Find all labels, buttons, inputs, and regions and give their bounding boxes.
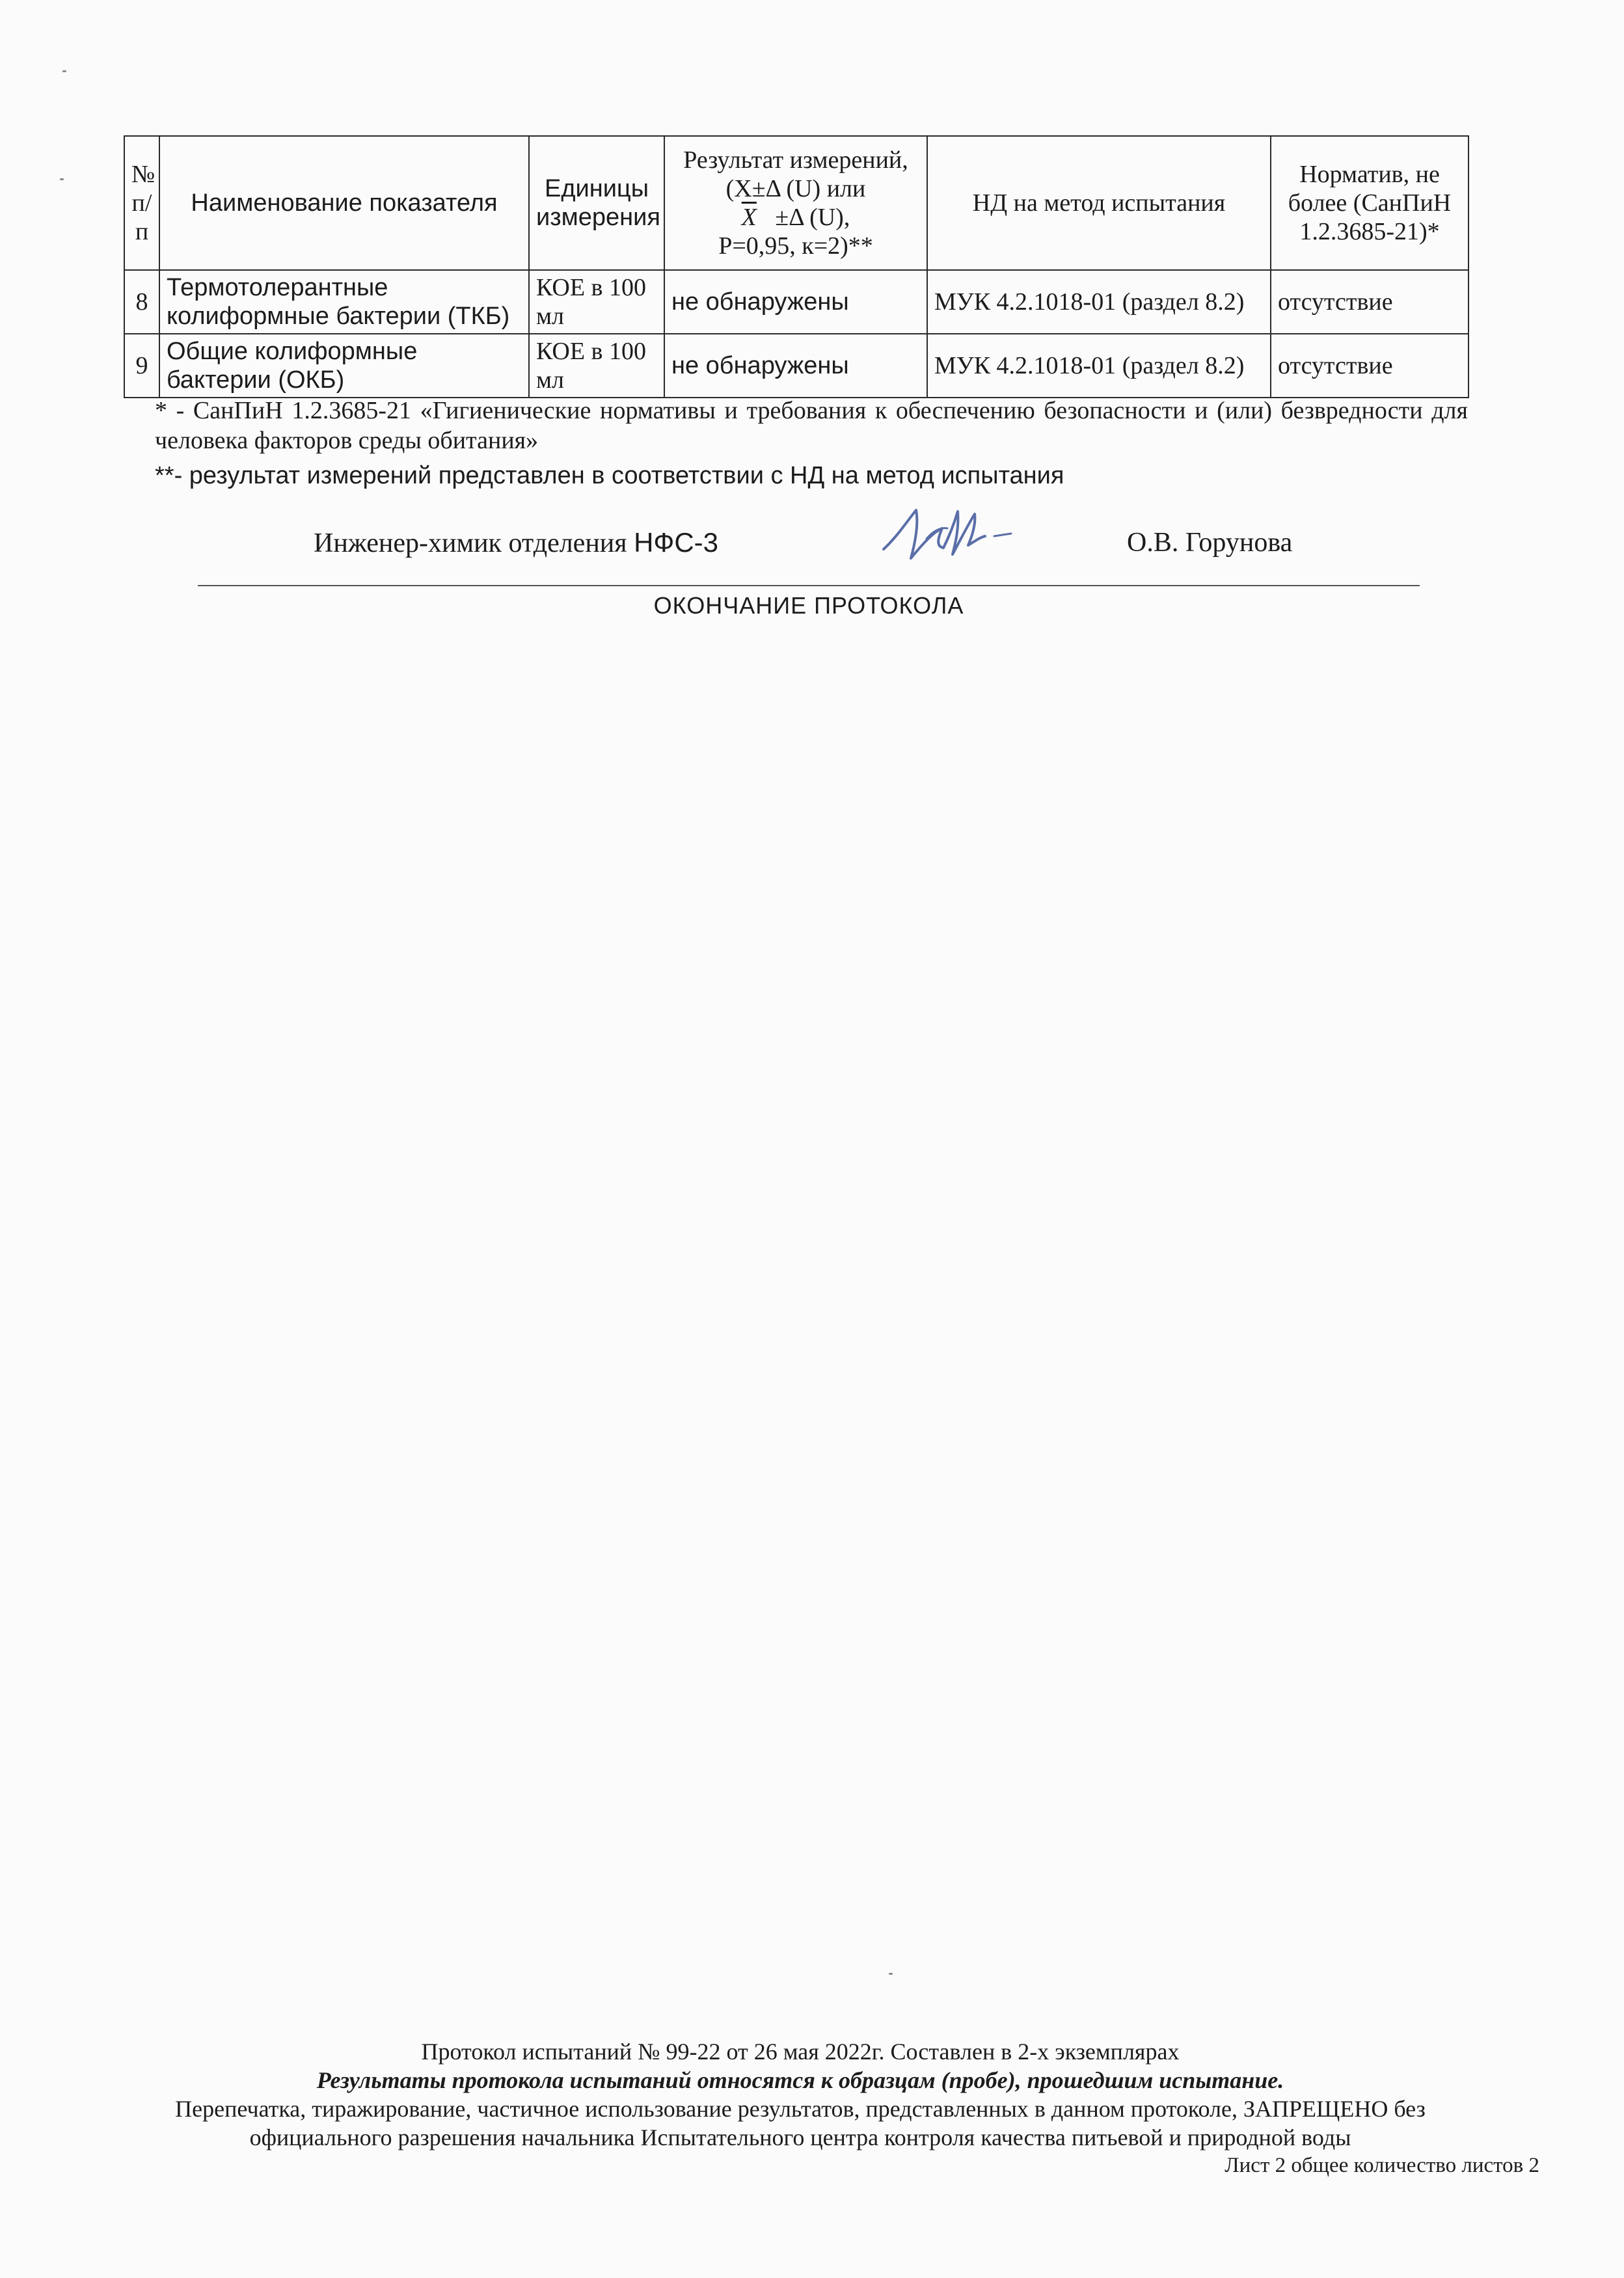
header-norm: Норматив, не более (СанПиН 1.2.3685-21)* bbox=[1271, 136, 1468, 270]
row-method: МУК 4.2.1018-01 (раздел 8.2) bbox=[927, 270, 1271, 334]
scan-speck bbox=[60, 178, 64, 180]
header-method: НД на метод испытания bbox=[927, 136, 1271, 270]
footer-copyright-line2: официального разрешения начальника Испытательного центра контроля качества питьевой и природной воды bbox=[249, 2124, 1351, 2150]
row-norm: отсутствие bbox=[1271, 270, 1468, 334]
footer-copyright-line1: Перепечатка, тиражирование, частичное использование результатов, представленных в данном протоколе, ЗАПРЕЩЕНО без bbox=[175, 2096, 1426, 2122]
divider-rule bbox=[198, 585, 1420, 586]
header-result-line1: Результат измерений, bbox=[683, 146, 908, 174]
footer-results-note: Результаты протокола испытаний относятся к образцам (пробе), прошедшим испытание. bbox=[316, 2067, 1284, 2093]
header-name: Наименование показателя bbox=[159, 136, 529, 270]
signatory-name: О.В. Горунова bbox=[1127, 528, 1293, 558]
row-num: 9 bbox=[124, 334, 159, 398]
row-result: не обнаружены bbox=[664, 270, 927, 334]
sheet-number: Лист 2 общее количество листов 2 bbox=[1225, 2154, 1539, 2177]
footnote-sanpin: * - СанПиН 1.2.3685-21 «Гигиенические нормативы и требования к обеспечению безопасности и (или) безвредности для человека факторов среды обитания» bbox=[155, 397, 1468, 454]
header-result-line4: Р=0,95, к=2)** bbox=[718, 232, 873, 260]
row-norm: отсутствие bbox=[1271, 334, 1468, 398]
row-method: МУК 4.2.1018-01 (раздел 8.2) bbox=[927, 334, 1271, 398]
row-name: Термотолерантные колиформные бактерии (ТКБ) bbox=[159, 270, 529, 334]
signatory-role-text: Инженер-химик отделения bbox=[314, 528, 627, 558]
signatory-role bbox=[314, 527, 718, 559]
end-of-protocol-title: ОКОНЧАНИЕ ПРОТОКОЛА bbox=[653, 592, 964, 619]
header-result bbox=[664, 136, 927, 270]
signatory-department: НФС-3 bbox=[634, 527, 719, 558]
scan-speck bbox=[62, 70, 66, 72]
handwritten-signature bbox=[871, 498, 1027, 570]
row-num: 8 bbox=[124, 270, 159, 334]
scan-speck bbox=[889, 1973, 893, 1975]
header-units: Единицы измерения bbox=[529, 136, 664, 270]
header-num: № п/п bbox=[124, 136, 159, 270]
table-row bbox=[124, 334, 1468, 398]
table-header-row bbox=[124, 136, 1468, 270]
header-result-xbar: $\overline{X}$ bbox=[741, 204, 757, 231]
header-result-line3: ±Δ (U), bbox=[775, 204, 850, 231]
header-result-line2: (Х±Δ (U) или bbox=[725, 175, 866, 202]
row-name: Общие колиформные бактерии (ОКБ) bbox=[159, 334, 529, 398]
results-table bbox=[124, 135, 1469, 398]
row-units: КОЕ в 100 мл bbox=[529, 334, 664, 398]
footer-protocol-info: Протокол испытаний № 99-22 от 26 мая 2022г. Составлен в 2-х экземплярах bbox=[421, 2039, 1180, 2065]
row-result: не обнаружены bbox=[664, 334, 927, 398]
row-units: КОЕ в 100 мл bbox=[529, 270, 664, 334]
table-row bbox=[124, 270, 1468, 334]
footnote-method: **- результат измерений представлен в соответствии с НД на метод испытания bbox=[155, 462, 1064, 489]
